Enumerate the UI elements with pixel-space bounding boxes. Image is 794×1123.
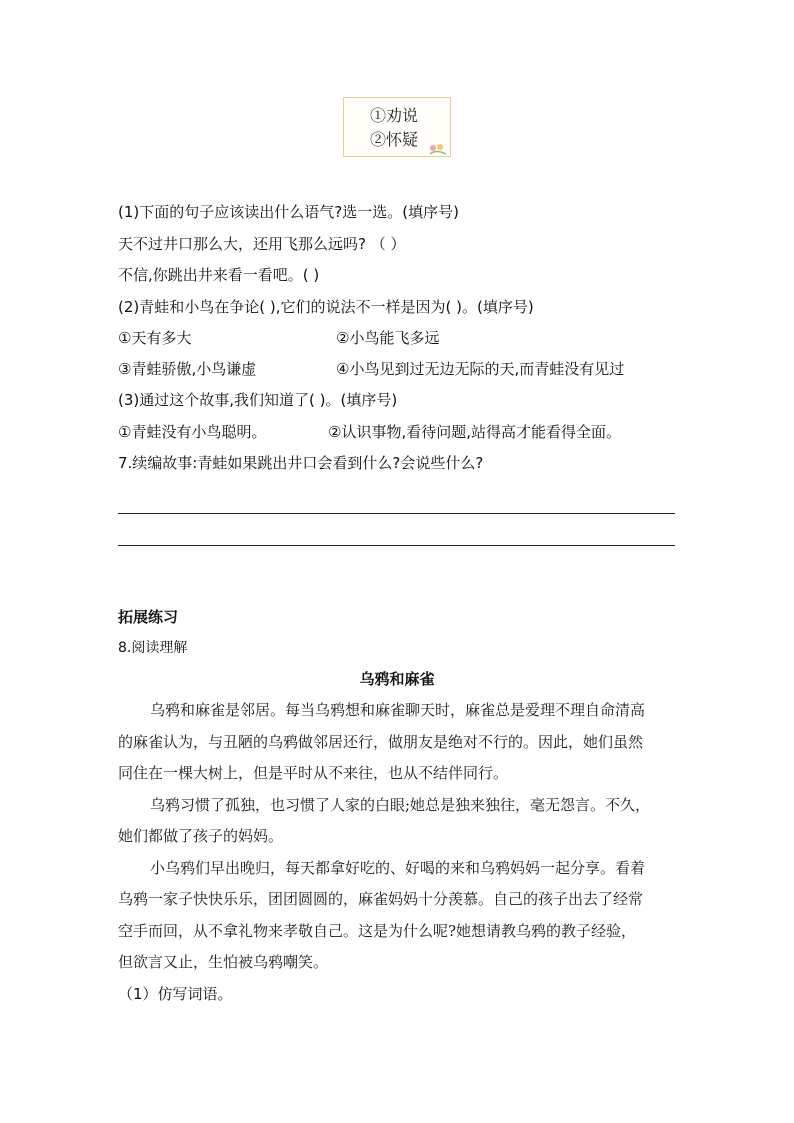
q8-label: 8.阅读理解: [118, 640, 188, 656]
story-line-2: 的麻雀认为，与丑陋的乌鸦做邻居还行，做朋友是绝对不行的。因此，她们虽然: [118, 733, 644, 751]
q6-part2-option-2: ②小鸟能飞多远: [336, 329, 440, 347]
option-doubt: ②怀疑: [370, 130, 419, 149]
q6-part1-prompt: (1)下面的句子应该读出什么语气?选一选。(填序号): [118, 203, 459, 221]
option-persuade: ①劝说: [370, 106, 419, 125]
story-line-7: 乌鸦一家子快快乐乐，团团圆圆的，麻雀妈妈十分羡慕。自己的孩子出去了经常: [118, 890, 644, 908]
answer-line-1: [118, 513, 675, 514]
option-box: [343, 97, 451, 157]
story-line-1: 乌鸦和麻雀是邻居。每当乌鸦想和麻雀聊天时，麻雀总是爱理不理自命清高: [150, 701, 646, 719]
story-line-8: 空手而回，从不拿礼物来孝敬自己。这是为什么呢?她想请教乌鸦的教子经验，: [118, 922, 637, 940]
story-line-6: 小乌鸦们早出晚归，每天都拿好吃的、好喝的来和乌鸦妈妈一起分享。看着: [150, 859, 646, 877]
q7-prompt: 7.续编故事:青蛙如果跳出井口会看到什么?会说些什么?: [118, 454, 484, 472]
story-title: 乌鸦和麻雀: [359, 670, 435, 688]
story-line-5: 她们都做了孩子的妈妈。: [118, 827, 284, 845]
extension-heading: 拓展练习: [118, 608, 179, 626]
answer-line-2: [118, 545, 675, 546]
q6-part1-sentence-1: 天不过井口那么大，还用飞那么远吗? （ ）: [118, 235, 406, 253]
story-line-4: 乌鸦习惯了孤独，也习惯了人家的白眼;她总是独来独往，毫无怨言。不久，: [150, 796, 651, 814]
q6-part2-prompt: (2)青蛙和小鸟在争论( ),它们的说法不一样是因为( )。(填序号): [118, 298, 534, 316]
story-line-3: 同住在一棵大树上，但是平时从不来往，也从不结伴同行。: [118, 764, 509, 782]
q6-part2-option-3: ③青蛙骄傲,小鸟谦虚: [118, 360, 257, 378]
flower-decoration-icon: [428, 143, 448, 155]
q6-part3-prompt: (3)通过这个故事,我们知道了( )。(填序号): [118, 391, 398, 409]
q6-part2-option-1: ①天有多大: [118, 329, 192, 347]
q6-part1-sentence-2: 不信,你跳出井来看一看吧。( ): [118, 266, 320, 284]
q6-part3-option-2: ②认识事物,看待问题,站得高才能看得全面。: [328, 423, 621, 441]
q6-part3-option-1: ①青蛙没有小鸟聪明。: [118, 423, 267, 441]
sub-question-1: （1）仿写词语。: [118, 985, 233, 1003]
story-line-9: 但欲言又止，生怕被乌鸦嘲笑。: [118, 953, 329, 971]
q6-part2-option-4: ④小鸟见到过无边无际的天,而青蛙没有见过: [336, 360, 625, 378]
